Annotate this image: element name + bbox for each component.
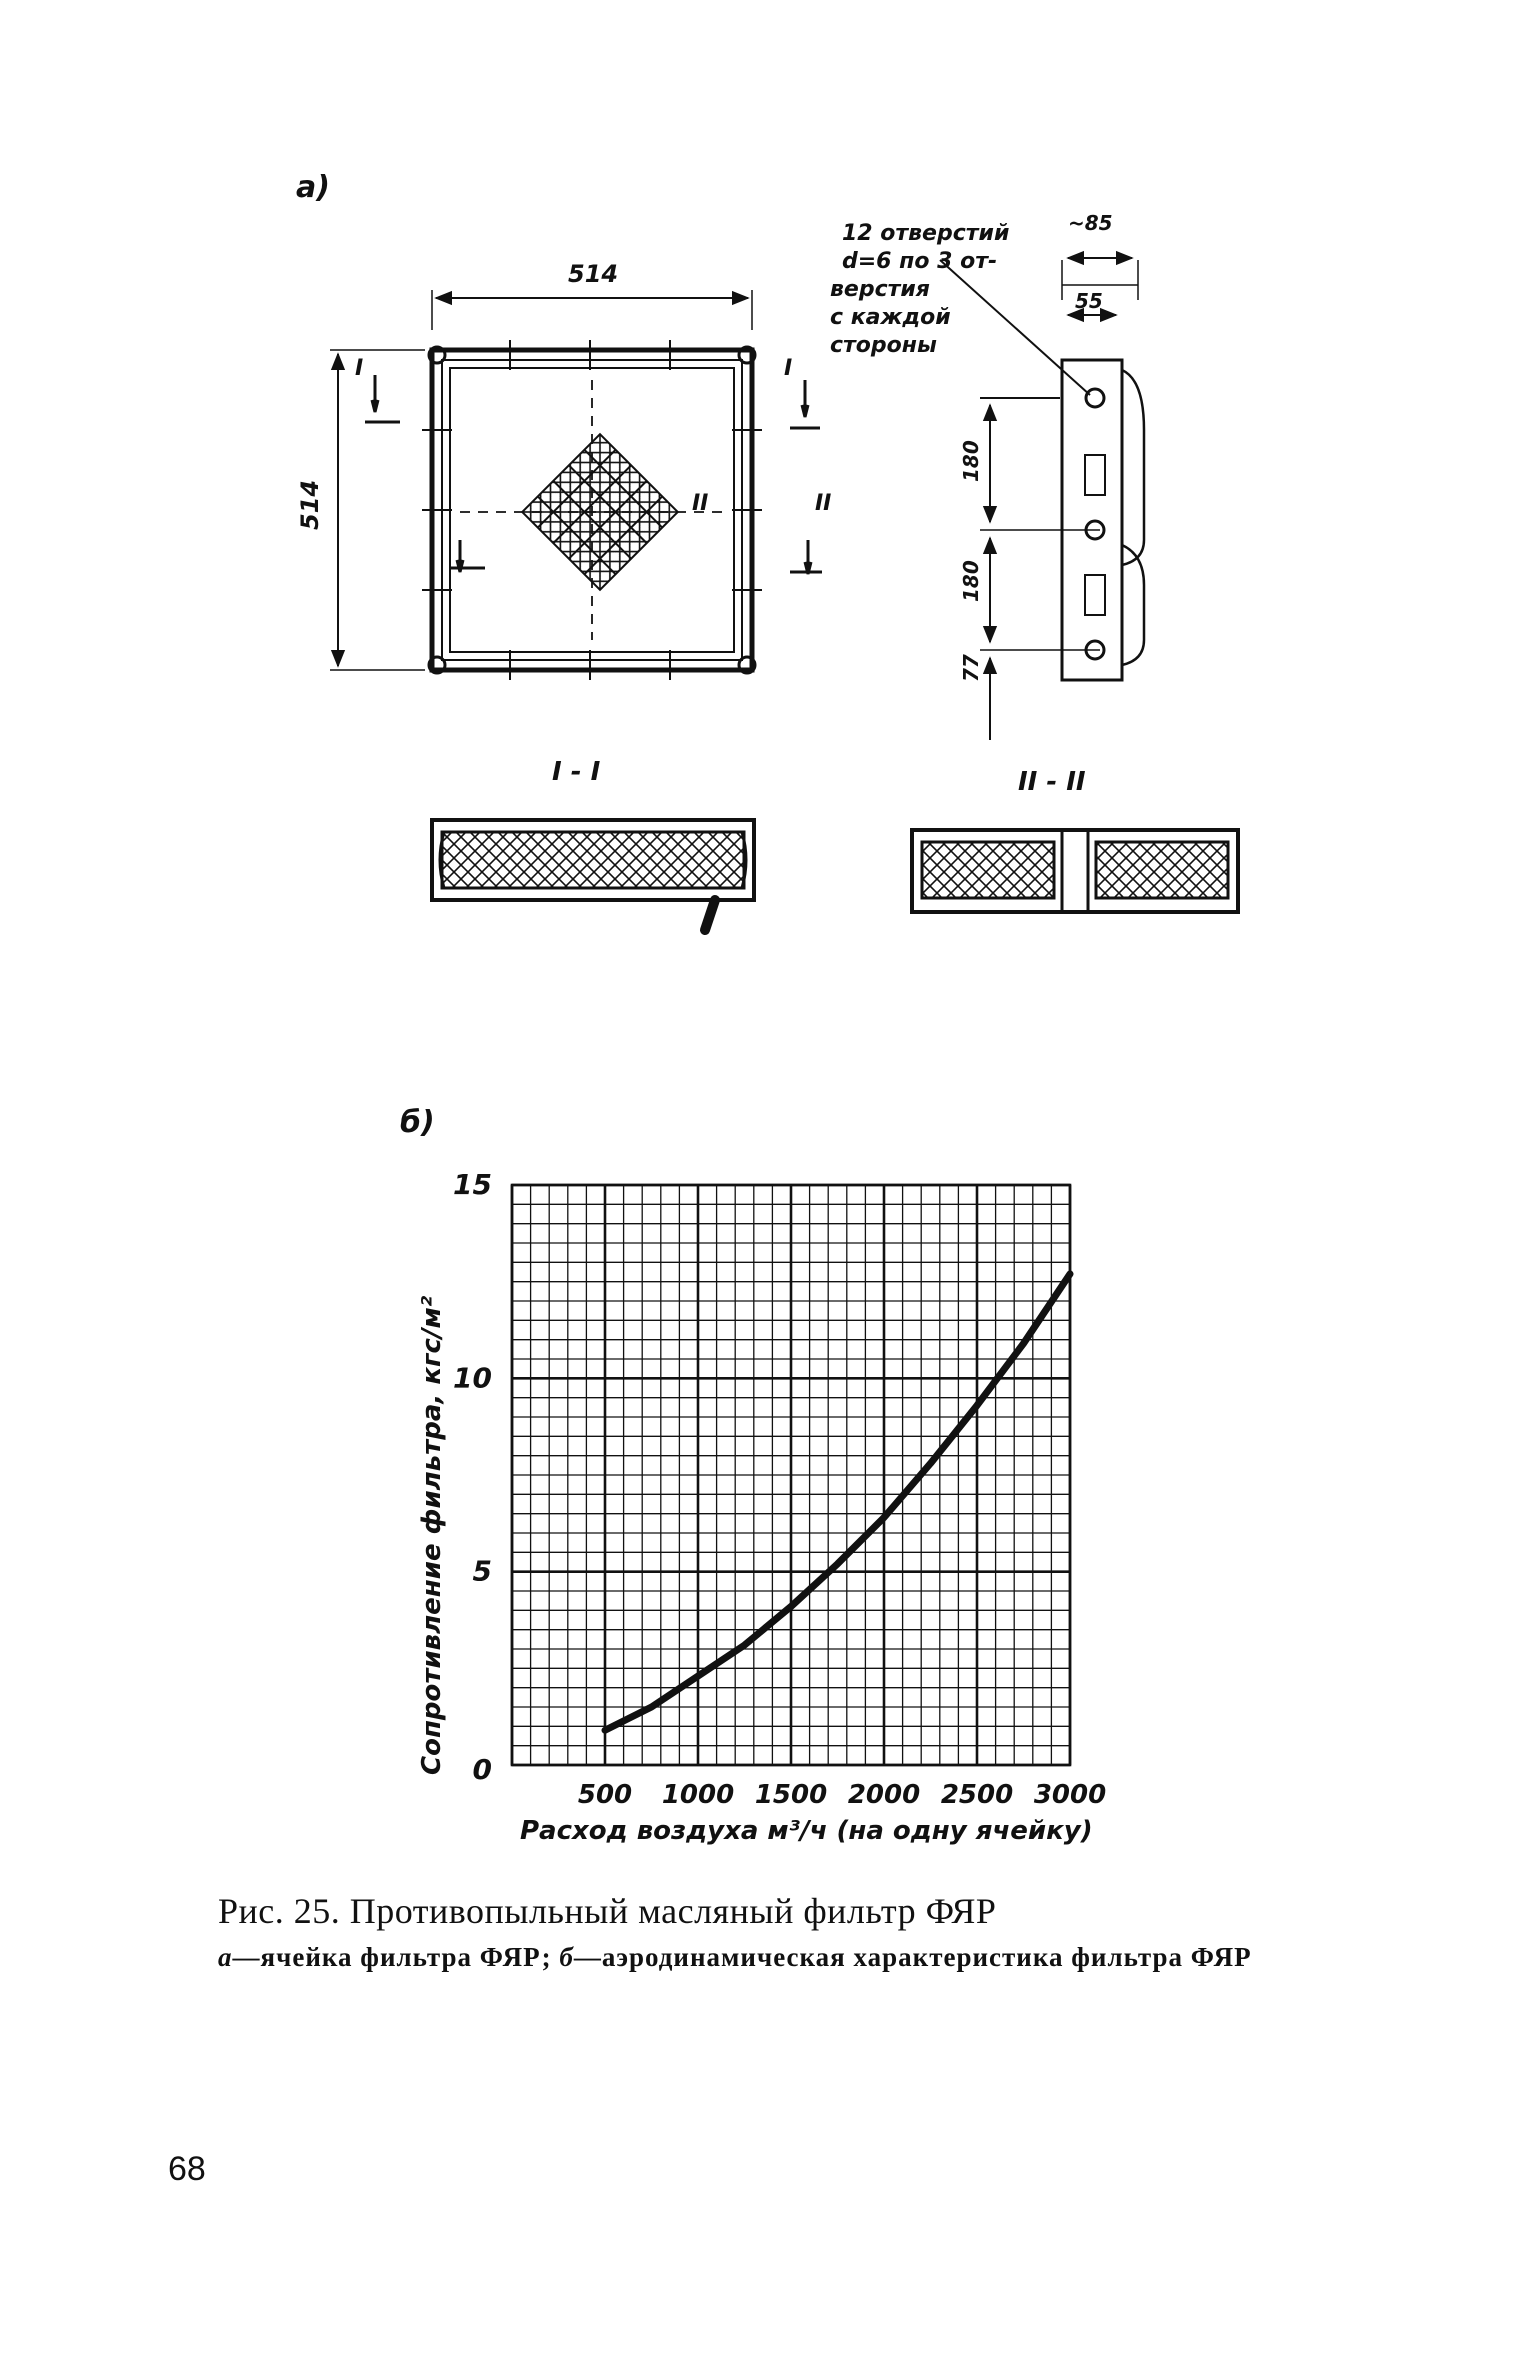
- x-tick-label: 500: [577, 1780, 633, 1810]
- resistance-chart: [380, 1155, 1180, 1855]
- x-tick-label: 2000: [847, 1780, 921, 1810]
- section-I-drawing: [432, 820, 754, 930]
- panel-label-b: б): [400, 1105, 435, 1140]
- figure-caption-title: Рис. 25. Противопыльный масляный фильтр ФЯР: [218, 1891, 997, 1931]
- mark-I-right: I: [784, 356, 793, 381]
- caption-text-a: —ячейка фильтра ФЯР;: [232, 1942, 560, 1972]
- dim-180-top: 180: [959, 440, 983, 482]
- y-tick-label: 5: [472, 1554, 492, 1588]
- y-axis-label: Сопротивление фильтра, кгс/м²: [417, 1295, 447, 1775]
- x-tick-label: 1500: [754, 1780, 828, 1810]
- mark-II-right: II: [815, 491, 832, 516]
- note-line-4: с каждой: [830, 305, 951, 330]
- dim-55-label: 55: [1075, 289, 1103, 313]
- x-tick-label: 2500: [940, 1780, 1014, 1810]
- y-tick-label: 10: [453, 1361, 492, 1395]
- x-axis-label: Расход воздуха м³/ч (на одну ячейку): [520, 1816, 1093, 1846]
- note-line-5: стороны: [830, 333, 937, 358]
- x-tick-label: 1000: [661, 1780, 735, 1810]
- side-view: [980, 360, 1144, 680]
- section-II-title: II - II: [1018, 767, 1086, 797]
- y-tick-label: 15: [453, 1168, 492, 1201]
- mark-II-left: II: [692, 491, 709, 516]
- note-line-1: 12 отверстий: [842, 221, 1010, 246]
- caption-text-b: —аэродинамическая характеристика фильтра ФЯР: [573, 1942, 1252, 1972]
- y-tick-label: 0: [472, 1753, 492, 1786]
- caption-letter-a: а: [218, 1942, 233, 1972]
- holes-note: [830, 221, 1009, 358]
- panel-label-a: а): [296, 170, 330, 205]
- chart-series: [605, 1274, 1070, 1730]
- dimension-width: [432, 290, 752, 330]
- note-line-2: d=6 по 3 от-: [842, 249, 998, 274]
- figure-caption-sub: [218, 1942, 1252, 1973]
- dim-180-bottom: 180: [959, 560, 983, 602]
- dim-width-label: 514: [568, 260, 619, 288]
- dim-77-label: 77: [959, 654, 983, 682]
- dim-85-label: ~85: [1068, 211, 1113, 235]
- caption-letter-b: б: [559, 1942, 574, 1972]
- dimension-height: [330, 350, 425, 670]
- dim-height-label: 514: [296, 479, 324, 530]
- page-number: 68: [168, 2150, 206, 2188]
- section-I-title: I - I: [552, 757, 601, 787]
- chart-grid: [512, 1185, 1070, 1765]
- chart-tick-labels: [453, 1168, 1106, 1810]
- x-tick-label: 3000: [1033, 1780, 1107, 1810]
- resistance-curve: [605, 1274, 1070, 1730]
- front-view: [422, 340, 762, 680]
- mark-I-left: I: [355, 356, 364, 381]
- note-line-3: верстия: [830, 277, 930, 302]
- section-II-drawing: [912, 830, 1238, 912]
- filter-cell-drawing: [296, 200, 1200, 980]
